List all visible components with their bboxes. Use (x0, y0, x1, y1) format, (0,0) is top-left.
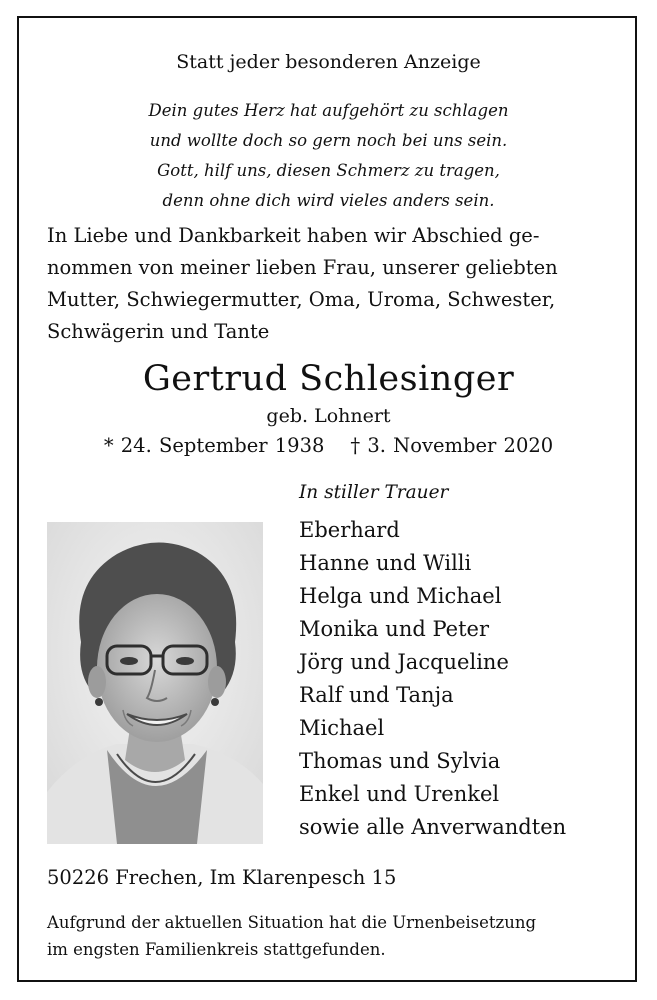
intro-line: Schwägerin und Tante (47, 320, 270, 343)
death-date: † 3. November 2020 (350, 434, 554, 457)
mourning-label: In stiller Trauer (299, 482, 449, 503)
mourner: Jörg und Jacqueline (299, 650, 509, 674)
mourner: Enkel und Urenkel (299, 782, 500, 806)
poem-line: Gott, hilf uns, diesen Schmerz zu tragen, (157, 161, 500, 180)
closing-notice (47, 909, 536, 963)
life-dates (0, 434, 657, 457)
poem-line: denn ohne dich wird vieles anders sein. (162, 191, 495, 210)
mourner: Ralf und Tanja (299, 683, 454, 707)
poem-line: Dein gutes Herz hat aufgehört zu schlagen (148, 101, 509, 120)
intro-line: Mutter, Schwiegermutter, Oma, Uroma, Schwester, (47, 288, 556, 311)
portrait-photo (47, 522, 263, 844)
notice-line: im engsten Familienkreis stattgefunden. (47, 940, 386, 959)
birth-date: * 24. September 1938 (103, 434, 325, 457)
mourner: Helga und Michael (299, 584, 502, 608)
poem-line: und wollte doch so gern noch bei uns sein. (149, 131, 508, 150)
intro-line: nommen von meiner lieben Frau, unserer geliebten (47, 256, 558, 279)
deceased-name: Gertrud Schlesinger (142, 359, 515, 399)
notice-line: Aufgrund der aktuellen Situation hat die Urnenbeisetzung (47, 913, 537, 932)
poem (0, 96, 657, 216)
header-line: Statt jeder besonderen Anzeige (176, 51, 481, 73)
address-line: 50226 Frechen, Im Klarenpesch 15 (47, 866, 397, 889)
mourner: Eberhard (299, 518, 400, 542)
intro-text (47, 220, 558, 348)
intro-line: In Liebe und Dankbarkeit haben wir Abschied ge- (47, 224, 540, 247)
mourner: Thomas und Sylvia (299, 749, 501, 773)
mourner: Hanne und Willi (299, 551, 472, 575)
mourner: Michael (299, 716, 385, 740)
mourner: sowie alle Anverwandten (299, 815, 567, 839)
mourner: Monika und Peter (299, 617, 489, 641)
mourners-list (299, 514, 566, 844)
maiden-name: geb. Lohnert (266, 405, 391, 427)
